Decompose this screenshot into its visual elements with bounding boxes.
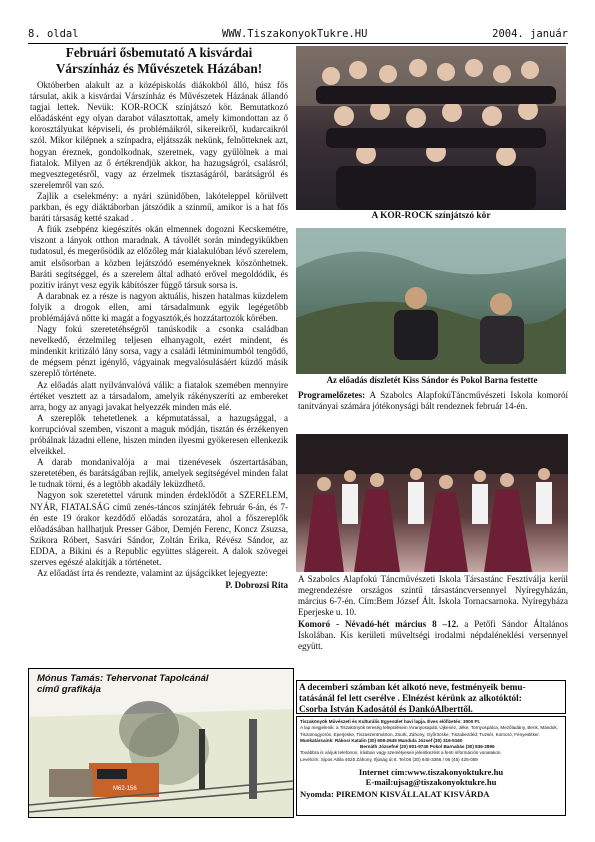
- paragraph: Az előadás alatt nyilvánvalóvá válik: a fiatalok szemében mennyire értéket vesztett az a társadalom, amelyik rákényszeríti az embereket arra, hogy az anyagi javakat helyezzék minden más elé.: [30, 379, 288, 412]
- notice-line-2: tatásánál fel lett cserélve . Elnézést kérünk az alkotóktól:: [299, 693, 522, 703]
- title-line-2: Várszínház és Művészetek Házában!: [55, 61, 263, 76]
- loco-number: M62-156: [113, 786, 137, 792]
- dancers-photo-image: [296, 434, 568, 572]
- page-number: 8. oldal: [28, 28, 79, 40]
- drawing-title-line-2: című grafikája: [37, 684, 101, 695]
- imprint-line-6: Levélcím: Sipos Attila 4625 Záhony, Ifjúság út 6. Tel:06 (30) 645-3366 / 06 (45) 425-059: [300, 756, 478, 762]
- imprint-box: [296, 716, 566, 816]
- imprint-text: [300, 719, 562, 763]
- notice-line-3: Csorba István Kadosától és DankóAlberttől.: [299, 704, 473, 714]
- paragraph: A fiúk zsebpénz kiegészítés okán elmennek dogozni Kecskemétre, viszont a lányok otthon maradnak. A távollét során mindegyikükben tudatosul, és megerősödik az előzőleg már kialakulóban lévő szerelem, amit elsősorban a közben lejátszódó eseményeknek köszönhetnek. Baráti segítséggel, és a szerelem által adható erővel megoldódik, és pozitív irányt vesz egyik kábítószer függő társuk sorsa is.: [30, 224, 288, 290]
- komoro-text: a Petőfi Sándor Általános Iskolában. Kis kerületi műveltségi irodalmi népdaléneklési versennyel együtt.: [298, 619, 568, 652]
- paragraph: A darabnak ez a része is nagyon aktuális, hiszen hatalmas küzdelem folyik a drogok ellen, ami társadalmunk egyik legégetőbb problémájává nőtte ki magát a fogyasztók,és hozzátartozók körében.: [30, 290, 288, 323]
- page-header: [28, 27, 568, 44]
- paragraph: A darab mondanivalója a mai tizenévesek ószertartásában, szeretetében, és barátságában rejlik, amelyek segítségével minden falat le tudnak törni, és a legtöbb akadály leküzdhető.: [30, 457, 288, 490]
- imprint-line-1: Tiszakönyök Művészeti és Kulturális Egyesület havi lapja. Éves előfizetés: 3000 Ft.: [300, 719, 481, 724]
- photo-caption-painters: Az előadás díszletét Kiss Sándor és Pokol Barna festette: [326, 375, 538, 385]
- drawing-title: [37, 673, 287, 695]
- dancers-photo: [296, 434, 568, 572]
- author-signature: P. Dobrozsi Rita: [225, 580, 288, 591]
- title-line-1: Februári ősbemutató A kisvárdai: [65, 45, 253, 60]
- drawing-title-line-1: Mónus Tamás: Tehervonat Tapolcánál: [37, 673, 209, 684]
- printer-info: Nyomda: PIREMON KISVÁLLALAT KISVÁRDA: [300, 789, 490, 800]
- paragraph: Zajlik a cselekmény: a nyári szünidőben, lakóteleppel körülvett parkban, és egy diáktáborban játszódik a szinmű, amikor is a hat fős baráti társaság ketté szakad .: [30, 190, 288, 224]
- internet-address: Internet cím:www.tiszakonyoktukre.hu: [358, 767, 504, 778]
- imprint-line-3: Munkatársaink: Rákosi Katalin (30) 608-2645 Mandula József (30) 316-5160: [300, 737, 463, 743]
- notice-line-1: A decemberi számban két alkotó neve, festményeik bemu-: [299, 682, 526, 692]
- program-text: A Szabolcs AlapfokúTáncművészeti Iskola komoróí tanítványai számára jótékonysági bált rendeznek február 14-én.: [298, 390, 568, 412]
- imprint-line-4: Bernáth Józsefné (20) 801-9745 Pokol Barnabás (30) 836-2895: [360, 744, 495, 750]
- paragraph: Nagyon sok szeretettel várunk minden érdeklődőt a SZERELEM, NYÁR, FIATALSÁG című zenés-táncos színjáték február 6-án, és 7-én este 19 órakor kezdődő előadás sorozatára, ahol a főszereplők előadásában hallhatjuk Presser Gábor, Demjén Ferenc, Koncz Zsuzsa, Szikora Róbert, Sasvári Sándor, Zoltán Erika, Révész Sándor, az EDDA, a Bikini és a Republic együttes slágereit. A dalok szövegei szerves egészé alakítják a történetet.: [30, 490, 288, 568]
- paragraph: Októberben alakult az a középiskolás diákokból álló, húsz fős társulat, akik a kisvárdai Várszínház és Művészetek Házának állandó tagjai lettek. Nevük: KOR-ROCK színjátszó kör. Bemutatkozó előadásként egy olyan darabot választottak, amely kimondottan az ő korosztályukat képviseli, és problémáikról, sikereikről, kudarcaikról szól. Mikor kilépnek a színpadra, eljátsszák nekünk, felnőtteknek azt, hogyan éreznek, gondolkodnak, szeretnek, vagy gyűlölnek a mai fiatalok. Milyen az ő értékrendjük akkor, ha hazugságról, csalásról, megvesztegetésről, vagy az érzelmek tisztaságáról, barátságról és szerelemről van szó.: [30, 80, 288, 190]
- issue-date: 2004. január: [492, 28, 568, 40]
- imprint-line-2: A lap megjelenik: a Tiszakönyök tereség településein /Aranyosapáti, Újkenéz, Jéke, Tornyospálca, Mezőladány, Benk, Mándok, Tiszamogyorós, Eperjeske, Tiszaszentmárton, Zsurk, Záhony, Győröcske, Tiszabezdéd, Tuzsér, Komoró, Fényeslitke/.: [300, 725, 558, 737]
- painters-photo: [296, 228, 566, 374]
- program-label: Programelőzetes:: [298, 390, 366, 400]
- group-photo: [296, 46, 566, 210]
- correction-notice: [296, 680, 566, 714]
- program-preview: [298, 390, 568, 412]
- article-body: [30, 80, 288, 591]
- komoro-announcement: [298, 619, 568, 652]
- train-drawing: [28, 668, 294, 818]
- imprint-line-5: Továbbra is várjuk telefonon, írásban vagy személyesen jelentkezést a fenti információs vonalakon.: [300, 750, 502, 756]
- painters-photo-image: [296, 228, 566, 374]
- photo-caption-group: A KOR-ROCK színjátszó kör: [371, 211, 491, 221]
- paragraph: Az előadást írta és rendezte, valamint az újságcikket lejegyezte:: [37, 568, 268, 579]
- group-photo-image: [296, 46, 566, 210]
- komoro-label: Komoró - Névadó-hét március 8 –12.: [298, 619, 459, 629]
- email-address: E-mail:ujsag@tiszakonyoktukre.hu: [365, 777, 497, 788]
- article-title: [30, 45, 288, 77]
- paragraph: A szereplők tehetetlenek a képmutatással, a hazugsággal, a korrupcióval szemben, viszont a maguk módján, tisztán és érzékenyen próbálnak lázadni ellene, hiszen minden ilyesmi gyökeresen ellenkezik elveikkel.: [30, 412, 288, 457]
- paragraph: Nagy fokú szeretetéhségről tanúskodik a csonka családban nevelkedő, érzelmileg teljesen elhanyagolt, ezért mindent, és mindenkit kritizáló lány sorsa, vagy a családi létminimumból tengődő, de mégsem pénzt igénylő, vágyainak megvalósulásáért küzdő másik szereplő története.: [30, 324, 288, 379]
- dance-festival-caption: [298, 574, 568, 618]
- festival-text: A Szabolcs Alapfokú Táncművészeti Iskola Társastánc Fesztiválja kerül megrendezésre országos szintű társastáncversennyel Nyíregyházán, március 6-7-én. Cím:Bem József Ált. Iskola Tornacsarnoka. Nyíregyháza Eperjeske u. 10.: [298, 574, 568, 618]
- site-url: WWW.TiszakonyokTukre.HU: [222, 28, 368, 40]
